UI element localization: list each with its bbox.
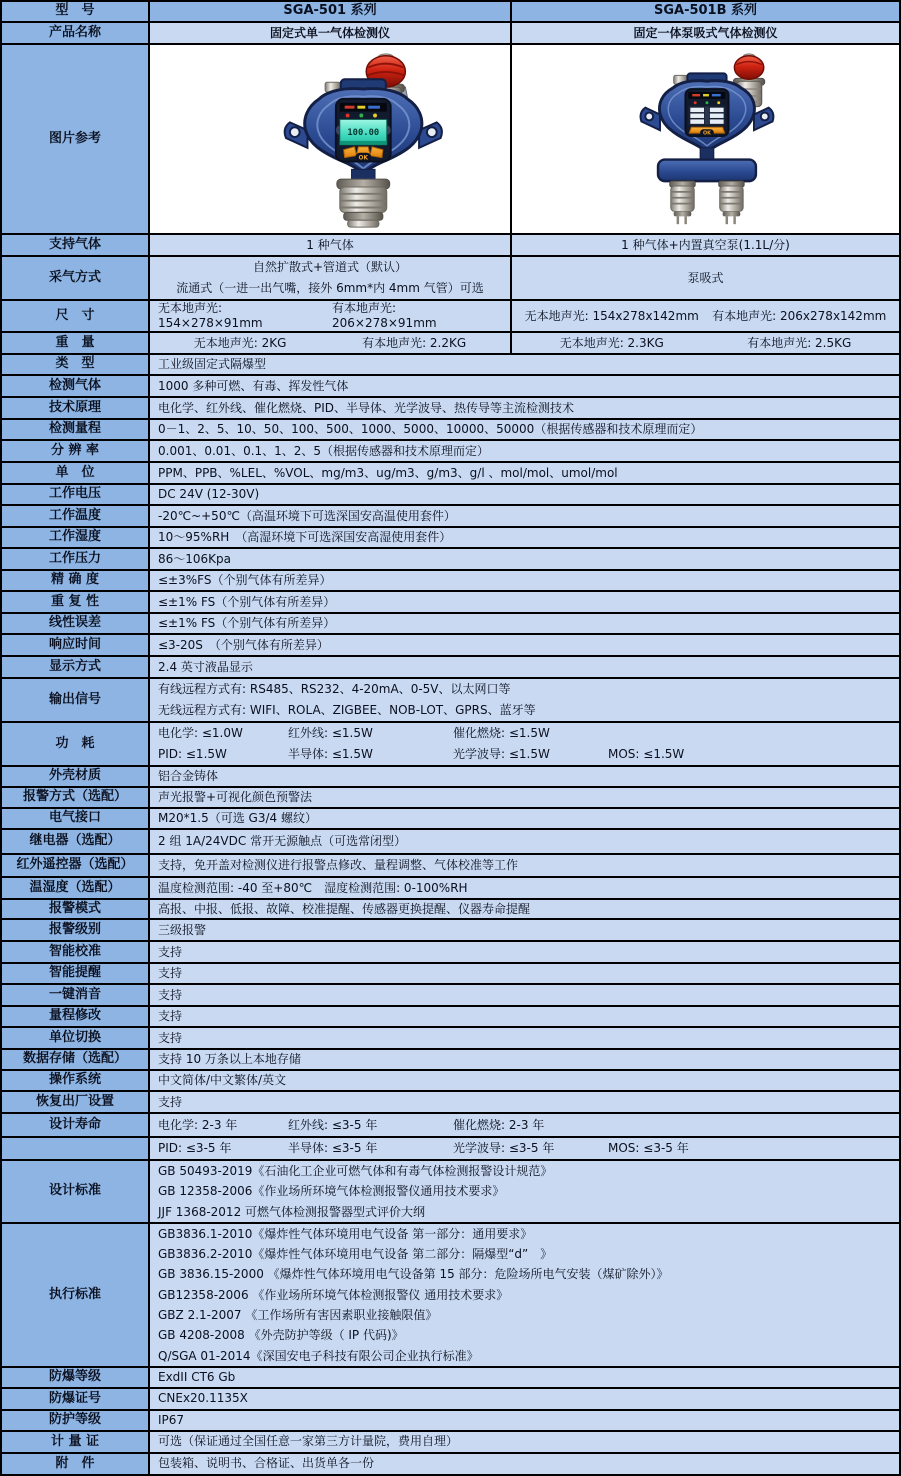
- row-alarm-level: [1, 919, 900, 941]
- row-label-work-temp: 工作温度: [1, 505, 149, 527]
- row-label-voltage: 工作电压: [1, 484, 149, 505]
- row-weight: [1, 332, 900, 354]
- life-catalytic: 催化燃烧: 2-3 年: [453, 1117, 545, 1132]
- sampling-line-2: 流通式（一进一出气嘴，接外 6mm*内 4mm 气管）可选: [176, 281, 484, 295]
- power-mos: MOS: ≤1.5W: [608, 747, 685, 761]
- row-smart-reminder: [1, 963, 900, 984]
- row-label-design-standard: 设计标准: [1, 1160, 149, 1223]
- output-wireless: 无线远程方式有: WIFI、ROLA、ZIGBEE、NOB-LOT、GPRS、蓝牙等: [158, 703, 536, 717]
- row-label-smart-reminder: 智能提醒: [1, 963, 149, 984]
- cell-unit-switch: 支持: [149, 1027, 900, 1049]
- exec-std-line-2: GB3836.2-2010《爆炸性气体环境用电气设备 第二部分：隔爆型“d” 》: [158, 1247, 553, 1262]
- row-repeatability: [1, 591, 900, 613]
- weight-no-beacon-2: 无本地声光: 2.3KG: [559, 335, 664, 350]
- row-accuracy: [1, 570, 900, 591]
- life-electrochem: 电化学: 2-3 年: [158, 1117, 238, 1132]
- cell-alarm-method: 声光报警+可视化颜色预警法: [149, 787, 900, 808]
- power-electrochem: 电化学: ≤1.0W: [158, 726, 243, 740]
- cell-repeatability: ≤±1% FS（个别气体有所差异）: [149, 591, 900, 613]
- row-label-alarm-method: 报警方式（选配）: [1, 787, 149, 808]
- row-output-signal: [1, 678, 900, 722]
- device-photo-pump: [513, 46, 898, 232]
- cell-model-series1: SGA-501 系列: [149, 1, 511, 22]
- row-label-power-consumption: 功 耗: [1, 722, 149, 766]
- row-size: [1, 300, 900, 332]
- row-design-standard: [1, 1160, 900, 1223]
- row-label-metrology-cert: 计 量 证: [1, 1431, 149, 1453]
- row-label-accuracy: 精 确 度: [1, 570, 149, 591]
- row-photo: [1, 44, 900, 234]
- row-label-size: 尺 寸: [1, 300, 149, 332]
- row-work-temp: [1, 505, 900, 527]
- row-accessories: [1, 1453, 900, 1475]
- ok-button-label: OK: [703, 130, 711, 137]
- cell-output-signal: [149, 678, 900, 722]
- row-label-weight: 重 量: [1, 332, 149, 354]
- row-smart-calibration: [1, 941, 900, 963]
- row-label-range-modify: 量程修改: [1, 1006, 149, 1027]
- cell-display: 2.4 英寸液晶显示: [149, 656, 900, 678]
- row-label-humidity: 工作湿度: [1, 527, 149, 548]
- row-label-pressure: 工作压力: [1, 548, 149, 570]
- cell-range-modify: 支持: [149, 1006, 900, 1027]
- cell-principle: 电化学、红外线、催化燃烧、PID、半导体、光学波导、热传导等主流检测技术: [149, 397, 900, 419]
- cell-exproof-cert: CNEx20.1135X: [149, 1388, 900, 1410]
- cell-metrology-cert: 可选（保证通过全国任意一家第三方计量院，费用自理）: [149, 1431, 900, 1453]
- row-label-photo: 图片参考: [1, 44, 149, 234]
- row-detect-gases: [1, 375, 900, 397]
- row-label-output-signal: 输出信号: [1, 678, 149, 722]
- row-one-key-mute: [1, 984, 900, 1006]
- life-optical: 光学波导: ≤3-5 年: [453, 1141, 555, 1155]
- cell-humidity: 10～95%RH （高湿环境下可选深国安高湿使用套件）: [149, 527, 900, 548]
- device-photo-diffusion: [151, 46, 509, 232]
- row-product-name: [1, 22, 900, 44]
- row-sampling: [1, 256, 900, 300]
- cell-type: 工业级固定式隔爆型: [149, 354, 900, 375]
- design-std-line-2: GB 12358-2006《作业场所环境气体检测报警仪通用技术要求》: [158, 1184, 505, 1199]
- power-infrared: 红外线: ≤1.5W: [288, 726, 373, 740]
- row-label-unit: 单 位: [1, 462, 149, 484]
- row-label-lifespan-blank: [1, 1137, 149, 1160]
- row-electrical-port: [1, 808, 900, 829]
- row-label-accessories: 附 件: [1, 1453, 149, 1475]
- cell-lifespan-2: [149, 1137, 900, 1160]
- cell-photo-2: [511, 44, 900, 234]
- cell-range: 0－1、2、5、10、50、100、500、1000、5000、10000、50000（根据传感器和技术原理而定）: [149, 419, 900, 440]
- row-data-storage: [1, 1049, 900, 1070]
- design-std-line-3: JJF 1368-2012 可燃气体检测报警器型式评价大纲: [158, 1204, 426, 1219]
- exec-std-line-6: GB 4208-2008 《外壳防护等级（ IP 代码)》: [158, 1328, 404, 1343]
- cell-product-name-2: 固定一体泵吸式气体检测仪: [511, 22, 900, 44]
- power-optical: 光学波导: ≤1.5W: [453, 747, 550, 761]
- row-humidity: [1, 527, 900, 548]
- life-semiconductor: 半导体: ≤3-5 年: [288, 1141, 378, 1155]
- row-label-one-key-mute: 一键消音: [1, 984, 149, 1006]
- row-model: [1, 1, 900, 22]
- row-label-sampling: 采气方式: [1, 256, 149, 300]
- exec-std-line-1: GB3836.1-2010《爆炸性气体环境用电气设备 第一部分：通用要求》: [158, 1226, 533, 1241]
- row-unit: [1, 462, 900, 484]
- cell-detect-gases: 1000 多种可燃、有毒、挥发性气体: [149, 375, 900, 397]
- row-label-factory-reset: 恢复出厂设置: [1, 1091, 149, 1113]
- row-label-type: 类 型: [1, 354, 149, 375]
- row-ir-remote: [1, 854, 900, 877]
- row-label-relay: 继电器（选配）: [1, 829, 149, 854]
- cell-one-key-mute: 支持: [149, 984, 900, 1006]
- row-label-exec-standard: 执行标准: [1, 1223, 149, 1367]
- row-label-model: 型 号: [1, 1, 149, 22]
- row-label-ir-remote: 红外遥控器（选配）: [1, 854, 149, 877]
- row-label-repeatability: 重 复 性: [1, 591, 149, 613]
- ok-button-label: OK: [358, 155, 369, 162]
- cell-os: 中文简体/中文繁体/英文: [149, 1070, 900, 1091]
- cell-ir-remote: 支持，免开盖对检测仪进行报警点修改、量程调整、气体校准等工作: [149, 854, 900, 877]
- output-wired: 有线远程方式有: RS485、RS232、4-20mA、0-5V、以太网口等: [158, 682, 511, 696]
- row-label-response-time: 响应时间: [1, 634, 149, 656]
- cell-gas-2: 1 种气体+内置真空泵(1.1L/分): [511, 234, 900, 256]
- cell-response-time: ≤3-20S （个别气体有所差异）: [149, 634, 900, 656]
- power-semiconductor: 半导体: ≤1.5W: [288, 747, 373, 761]
- life-pid: PID: ≤3-5 年: [158, 1141, 232, 1155]
- row-alarm-mode: [1, 899, 900, 919]
- cell-relay: 2 组 1A/24VDC 常开无源触点（可选常闭型）: [149, 829, 900, 854]
- lcd-screen: [336, 99, 391, 162]
- row-ip-rating: [1, 1410, 900, 1431]
- cell-electrical-port: M20*1.5（可选 G3/4 螺纹）: [149, 808, 900, 829]
- row-lifespan-1: [1, 1113, 900, 1137]
- exec-std-line-4: GB12358-2006 《作业场所环境气体检测报警仪 通用技术要求》: [158, 1287, 509, 1302]
- row-label-data-storage: 数据存储（选配）: [1, 1049, 149, 1070]
- cell-accessories: 包装箱、说明书、合格证、出货单各一份: [149, 1453, 900, 1475]
- cell-weight-1: [149, 332, 511, 354]
- row-label-temp-humidity-option: 温湿度（选配）: [1, 877, 149, 899]
- cell-size-1: [149, 300, 511, 332]
- row-metrology-cert: [1, 1431, 900, 1453]
- life-mos: MOS: ≤3-5 年: [608, 1141, 689, 1155]
- pump-base: [658, 160, 756, 182]
- cell-factory-reset: 支持: [149, 1091, 900, 1113]
- row-label-lifespan: 设计寿命: [1, 1113, 149, 1137]
- weight-no-beacon-1: 无本地声光: 2KG: [193, 335, 287, 350]
- cell-weight-2: [511, 332, 900, 354]
- cell-housing: 铝合金铸体: [149, 766, 900, 787]
- row-label-linearity: 线性误差: [1, 613, 149, 634]
- row-label-exproof-cert: 防爆证号: [1, 1388, 149, 1410]
- row-label-range: 检测量程: [1, 419, 149, 440]
- cell-model-series2: SGA-501B 系列: [511, 1, 900, 22]
- row-unit-switch: [1, 1027, 900, 1049]
- row-temp-humidity-option: [1, 877, 900, 899]
- cell-alarm-mode: 高报、中报、低报、故障、校准提醒、传感器更换提醒、仪器寿命提醒: [149, 899, 900, 919]
- cell-smart-reminder: 支持: [149, 963, 900, 984]
- cell-data-storage: 支持 10 万条以上本地存储: [149, 1049, 900, 1070]
- cell-work-temp: -20℃~+50℃（高温环境下可选深国安高温使用套件）: [149, 505, 900, 527]
- row-label-os: 操作系统: [1, 1070, 149, 1091]
- cell-linearity: ≤±1% FS（个别气体有所差异）: [149, 613, 900, 634]
- design-std-line-1: GB 50493-2019《石油化工企业可燃气体和有毒气体检测报警设计规范》: [158, 1164, 553, 1178]
- row-exec-standard: [1, 1223, 900, 1367]
- row-label-electrical-port: 电气接口: [1, 808, 149, 829]
- row-exproof-grade: [1, 1367, 900, 1388]
- cell-gas-1: 1 种气体: [149, 234, 511, 256]
- row-display: [1, 656, 900, 678]
- cell-smart-calibration: 支持: [149, 941, 900, 963]
- cell-temp-humidity-option: 温度检测范围: -40 至+80℃ 湿度检测范围: 0-100%RH: [149, 877, 900, 899]
- row-relay: [1, 829, 900, 854]
- cell-resolution: 0.001、0.01、0.1、1、2、5（根据传感器和技术原理而定）: [149, 440, 900, 462]
- cell-accuracy: ≤±3%FS（个别气体有所差异）: [149, 570, 900, 591]
- cell-product-name-1: 固定式单一气体检测仪: [149, 22, 511, 44]
- row-os: [1, 1070, 900, 1091]
- row-power-consumption: [1, 722, 900, 766]
- cell-design-standard: [149, 1160, 900, 1223]
- row-type: [1, 354, 900, 375]
- cell-power-consumption: [149, 722, 900, 766]
- cell-exec-standard: [149, 1223, 900, 1367]
- cell-exproof-grade: ExdII CT6 Gb: [149, 1367, 900, 1388]
- row-lifespan-2: [1, 1137, 900, 1160]
- power-catalytic: 催化燃烧: ≤1.5W: [453, 726, 550, 740]
- row-label-principle: 技术原理: [1, 397, 149, 419]
- row-resolution: [1, 440, 900, 462]
- row-label-housing: 外壳材质: [1, 766, 149, 787]
- cell-photo-1: [149, 44, 511, 234]
- row-label-unit-switch: 单位切换: [1, 1027, 149, 1049]
- screen-reading: 100.00: [347, 128, 380, 139]
- row-linearity: [1, 613, 900, 634]
- row-label-smart-calibration: 智能校准: [1, 941, 149, 963]
- size-no-beacon-2: 无本地声光: 154x278x142mm: [524, 308, 699, 323]
- exec-std-line-7: Q/SGA 01-2014《深国安电子科技有限公司企业执行标准》: [158, 1348, 479, 1363]
- row-label-supported-gas: 支持气体: [1, 234, 149, 256]
- row-voltage: [1, 484, 900, 505]
- size-with-beacon-1: 有本地声光: 206×278×91mm: [332, 301, 437, 330]
- row-label-ip-rating: 防护等级: [1, 1410, 149, 1431]
- row-housing: [1, 766, 900, 787]
- cell-sampling-1: [149, 256, 511, 300]
- row-exproof-cert: [1, 1388, 900, 1410]
- row-label-alarm-level: 报警级别: [1, 919, 149, 941]
- cell-voltage: DC 24V (12-30V): [149, 484, 900, 505]
- row-factory-reset: [1, 1091, 900, 1113]
- exec-std-line-5: GBZ 2.1-2007 《工作场所有害因素职业接触限值》: [158, 1308, 438, 1323]
- row-range: [1, 419, 900, 440]
- row-range-modify: [1, 1006, 900, 1027]
- pump-cylinders: [670, 181, 744, 224]
- row-label-detect-gases: 检测气体: [1, 375, 149, 397]
- size-no-beacon-1: 无本地声光: 154×278×91mm: [158, 301, 263, 330]
- cell-alarm-level: 三级报警: [149, 919, 900, 941]
- row-label-alarm-mode: 报警模式: [1, 899, 149, 919]
- row-label-exproof-grade: 防爆等级: [1, 1367, 149, 1388]
- row-alarm-method: [1, 787, 900, 808]
- row-supported-gas: [1, 234, 900, 256]
- row-label-resolution: 分 辨 率: [1, 440, 149, 462]
- cell-lifespan-1: [149, 1113, 900, 1137]
- weight-with-beacon-1: 有本地声光: 2.2KG: [362, 335, 467, 350]
- cell-sampling-2: 泵吸式: [511, 256, 900, 300]
- power-pid: PID: ≤1.5W: [158, 747, 227, 761]
- row-principle: [1, 397, 900, 419]
- cell-size-2: [511, 300, 900, 332]
- row-pressure: [1, 548, 900, 570]
- cell-unit: PPM、PPB、%LEL、%VOL、mg/m3、ug/m3、g/m3、g/l 、mol/mol、umol/mol: [149, 462, 900, 484]
- weight-with-beacon-2: 有本地声光: 2.5KG: [747, 335, 852, 350]
- life-infrared: 红外线: ≤3-5 年: [288, 1117, 378, 1132]
- row-label-product-name: 产品名称: [1, 22, 149, 44]
- sampling-line-1: 自然扩散式+管道式（默认）: [252, 260, 408, 274]
- exec-std-line-3: GB 3836.15-2000 《爆炸性气体环境用电气设备第 15 部分：危险场所电气安装（煤矿除外）》: [158, 1267, 669, 1282]
- size-with-beacon-2: 有本地声光: 206x278x142mm: [712, 308, 887, 323]
- sensor-probe: [337, 179, 390, 227]
- row-label-display: 显示方式: [1, 656, 149, 678]
- cell-ip-rating: IP67: [149, 1410, 900, 1431]
- cell-pressure: 86～106Kpa: [149, 548, 900, 570]
- lcd-screen: [685, 89, 728, 137]
- row-response-time: [1, 634, 900, 656]
